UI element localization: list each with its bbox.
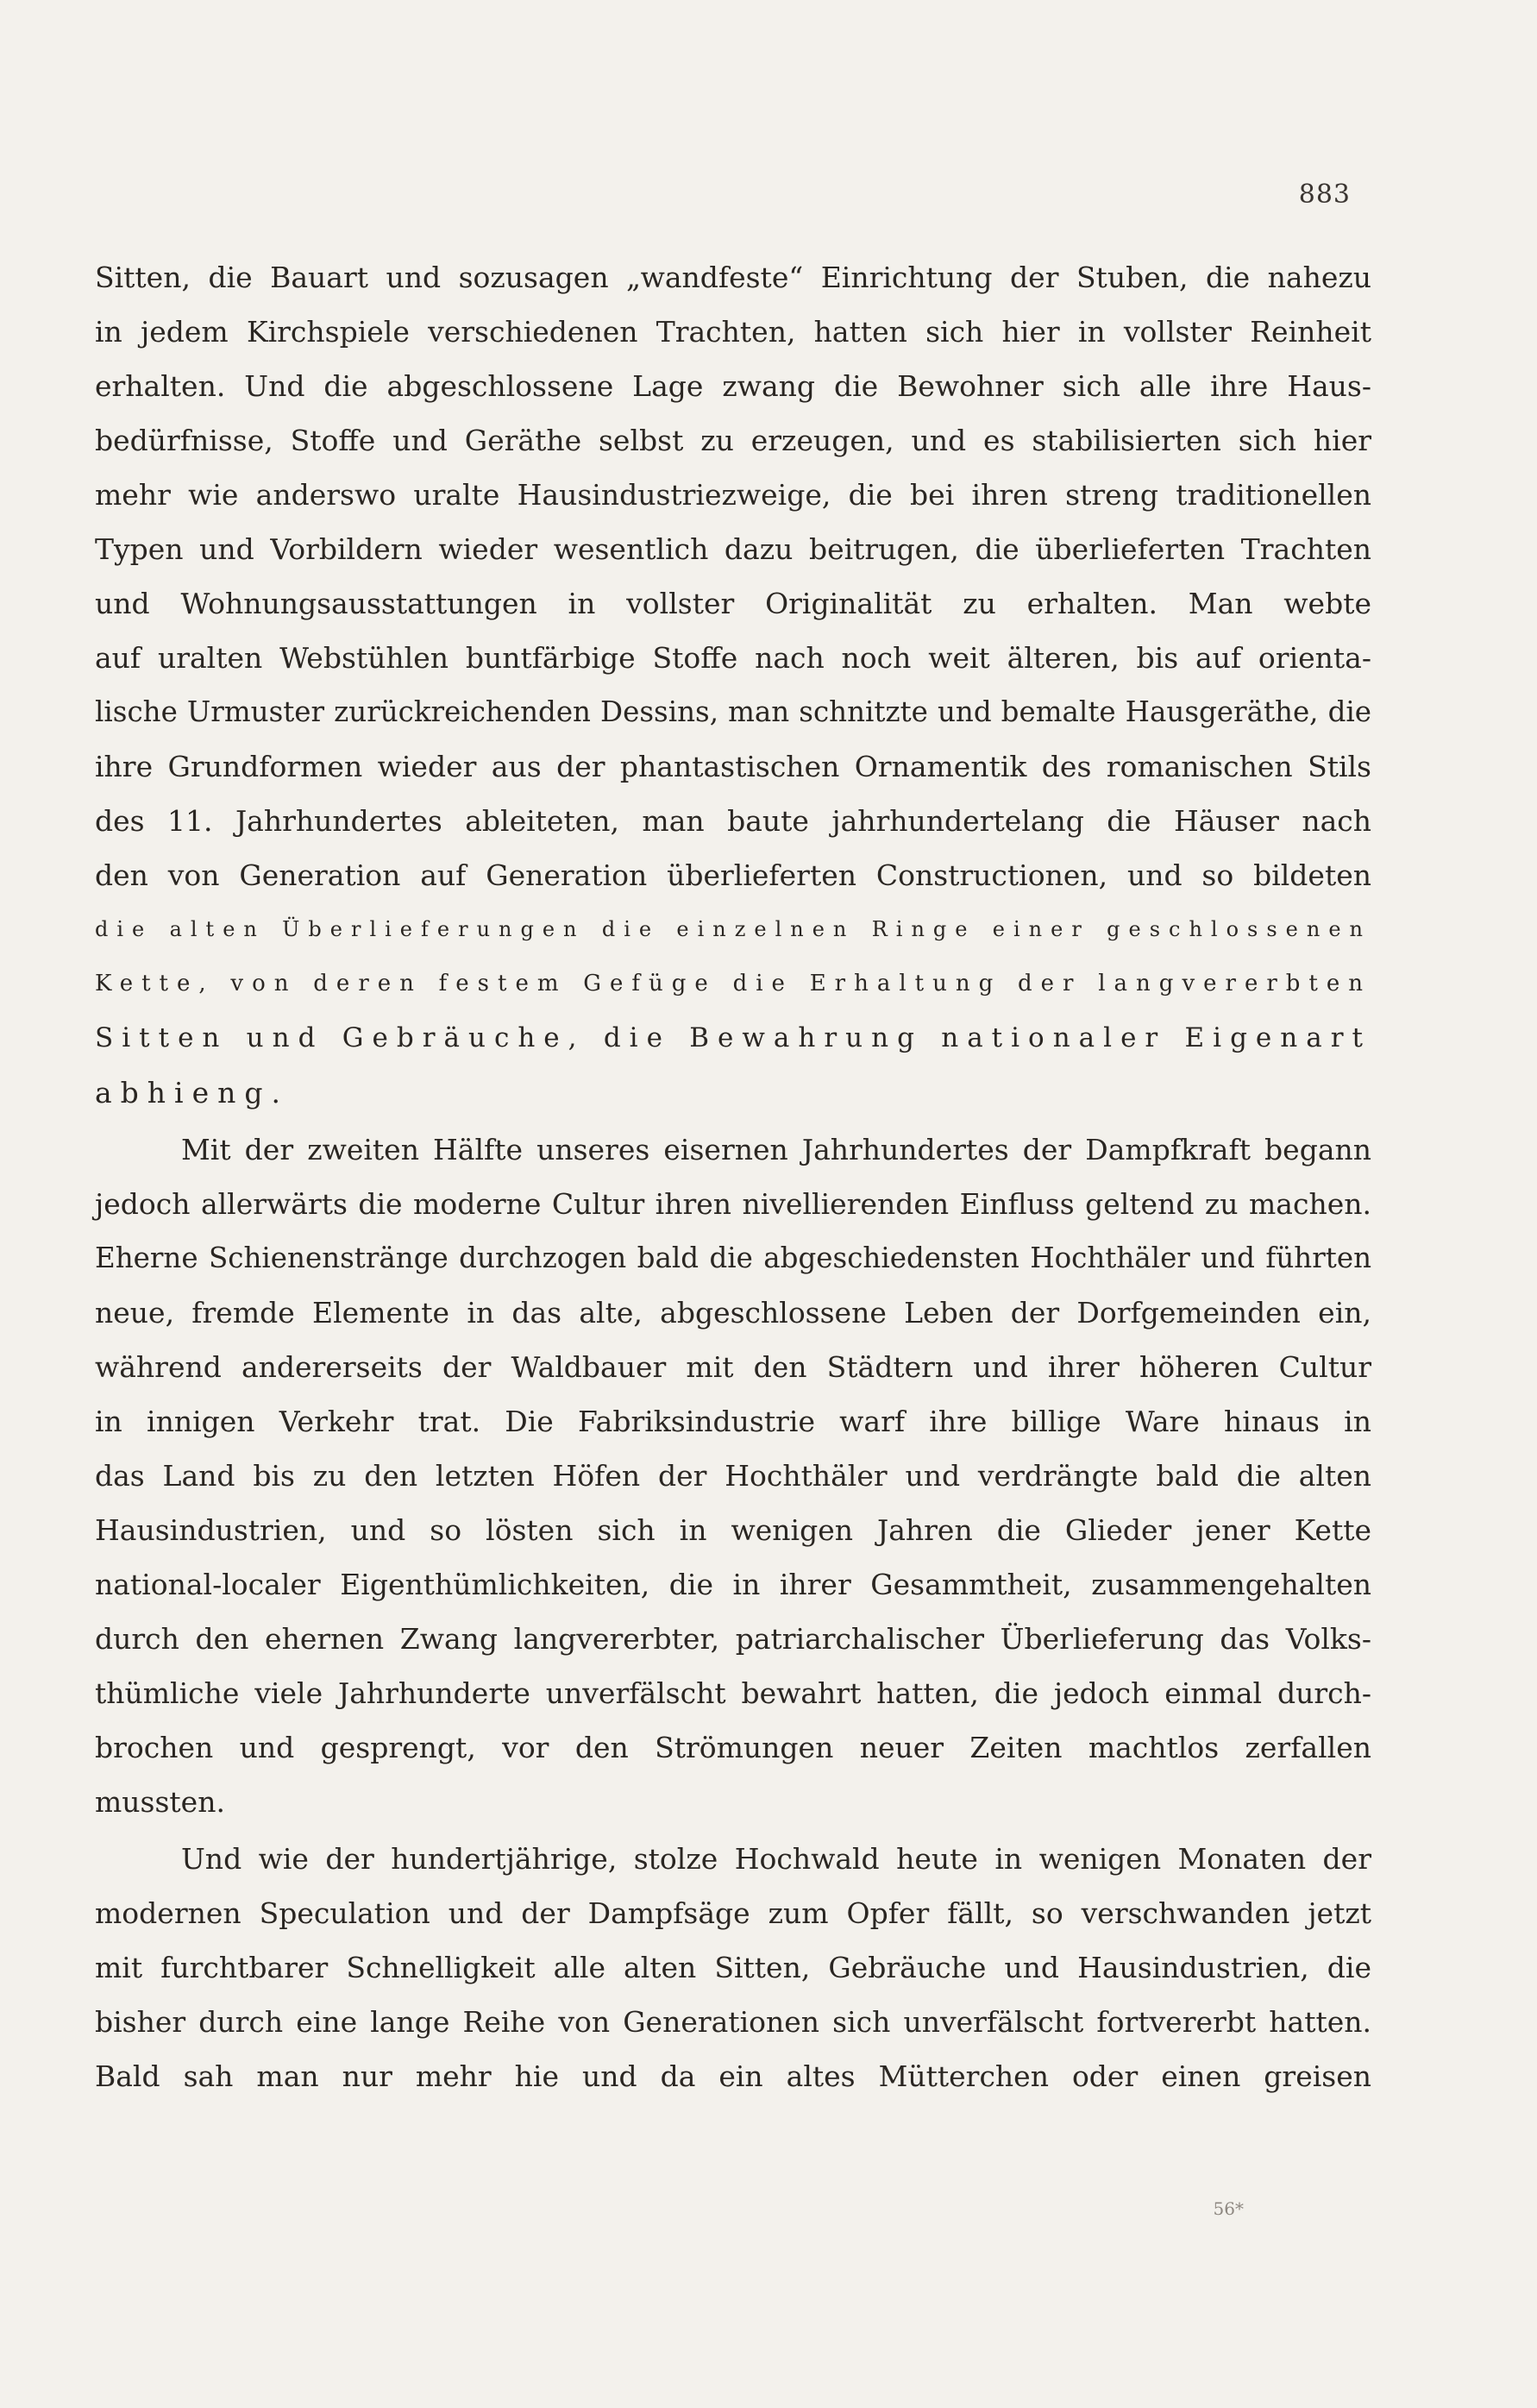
text-line: bisher durch eine lange Reihe von Generationen sich unverfälscht fortvererbt hatten. — [95, 2005, 1371, 2039]
text-line-spaced: die alten Überlieferungen die einzelnen Ringe einer geschlossenen — [95, 917, 1371, 941]
text-line: Eherne Schienenstränge durchzogen bald die abgeschiedensten Hochthäler und führten — [95, 1242, 1371, 1274]
text-line: modernen Speculation und der Dampfsäge zum Opfer fällt, so verschwanden jetzt — [95, 1896, 1371, 1930]
text-line: Bald sah man nur mehr hie und da ein altes Mütterchen oder einen greisen — [95, 2059, 1371, 2093]
text-line: in jedem Kirchspiele verschiedenen Trachten, hatten sich hier in vollster Reinheit — [95, 315, 1371, 349]
text-line: erhalten. Und die abgeschlossene Lage zwang die Bewohner sich alle ihre Haus- — [95, 369, 1371, 403]
text-line: thümliche viele Jahrhunderte unverfälscht bewahrt hatten, die jedoch einmal durch- — [95, 1676, 1371, 1710]
text-line: Hausindustrien, und so lösten sich in wenigen Jahren die Glieder jener Kette — [95, 1513, 1371, 1547]
text-line-spaced: Sitten und Gebräuche, die Bewahrung nationaler Eigenart — [95, 1022, 1371, 1053]
text-line: und Wohnungsausstattungen in vollster Originalität zu erhalten. Man webte — [95, 587, 1371, 620]
text-line: lische Urmuster zurückreichenden Dessins, man schnitzte und bemalte Hausgeräthe, die — [95, 695, 1371, 728]
text-line: Und wie der hundertjährige, stolze Hochwald heute in wenigen Monaten der — [181, 1842, 1371, 1876]
text-line-spaced: Kette, von deren festem Gefüge die Erhaltung der langvererbten — [95, 971, 1371, 997]
text-line: mit furchtbarer Schnelligkeit alle alten Sitten, Gebräuche und Hausindustrien, die — [95, 1951, 1371, 1984]
page-number: 883 — [1298, 179, 1351, 210]
text-line: während andererseits der Waldbauer mit den Städtern und ihrer höheren Cultur — [95, 1350, 1371, 1384]
body-text — [95, 250, 1371, 2103]
text-line: neue, fremde Elemente in das alte, abgeschlossene Leben der Dorfgemeinden ein, — [95, 1296, 1371, 1330]
text-line: Sitten, die Bauart und sozusagen „wandfeste“ Einrichtung der Stuben, die nahezu — [95, 261, 1371, 294]
text-line: mussten. — [95, 1785, 225, 1819]
text-line: jedoch allerwärts die moderne Cultur ihren nivellierenden Einfluss geltend zu machen. — [95, 1187, 1371, 1221]
text-line: durch den ehernen Zwang langvererbter, patriarchalischer Überlieferung das Volks- — [95, 1622, 1371, 1656]
text-line: Mit der zweiten Hälfte unseres eisernen Jahrhundertes der Dampfkraft begann — [181, 1133, 1371, 1166]
text-line: Typen und Vorbildern wieder wesentlich dazu beitrugen, die überlieferten Trachten — [95, 532, 1371, 566]
text-line: das Land bis zu den letzten Höfen der Hochthäler und verdrängte bald die alten — [95, 1459, 1371, 1493]
text-line: in innigen Verkehr trat. Die Fabriksindustrie warf ihre billige Ware hinaus in — [95, 1405, 1371, 1438]
text-line: ihre Grundformen wieder aus der phantastischen Ornamentik des romanischen Stils — [95, 750, 1371, 783]
printer-signature: 56* — [1213, 2198, 1244, 2219]
text-line: bedürfnisse, Stoffe und Geräthe selbst zu erzeugen, und es stabilisierten sich hier — [95, 424, 1371, 457]
text-line: auf uralten Webstühlen buntfärbige Stoffe nach noch weit älteren, bis auf orienta- — [95, 641, 1371, 675]
text-line-spaced: abhieng. — [95, 1076, 290, 1110]
text-line: des 11. Jahrhundertes ableiteten, man baute jahrhundertelang die Häuser nach — [95, 804, 1371, 838]
text-line: den von Generation auf Generation überlieferten Constructionen, und so bildeten — [95, 858, 1371, 892]
paragraph-1 — [95, 250, 1371, 1120]
text-line: national-localer Eigenthümlichkeiten, die in ihrer Gesammtheit, zusammengehalten — [95, 1568, 1371, 1601]
paragraph-3 — [95, 1832, 1371, 2103]
text-line: mehr wie anderswo uralte Hausindustriezweige, die bei ihren streng traditionellen — [95, 478, 1371, 512]
text-line: brochen und gesprengt, vor den Strömungen neuer Zeiten machtlos zerfallen — [95, 1731, 1371, 1764]
paragraph-2 — [95, 1122, 1371, 1829]
